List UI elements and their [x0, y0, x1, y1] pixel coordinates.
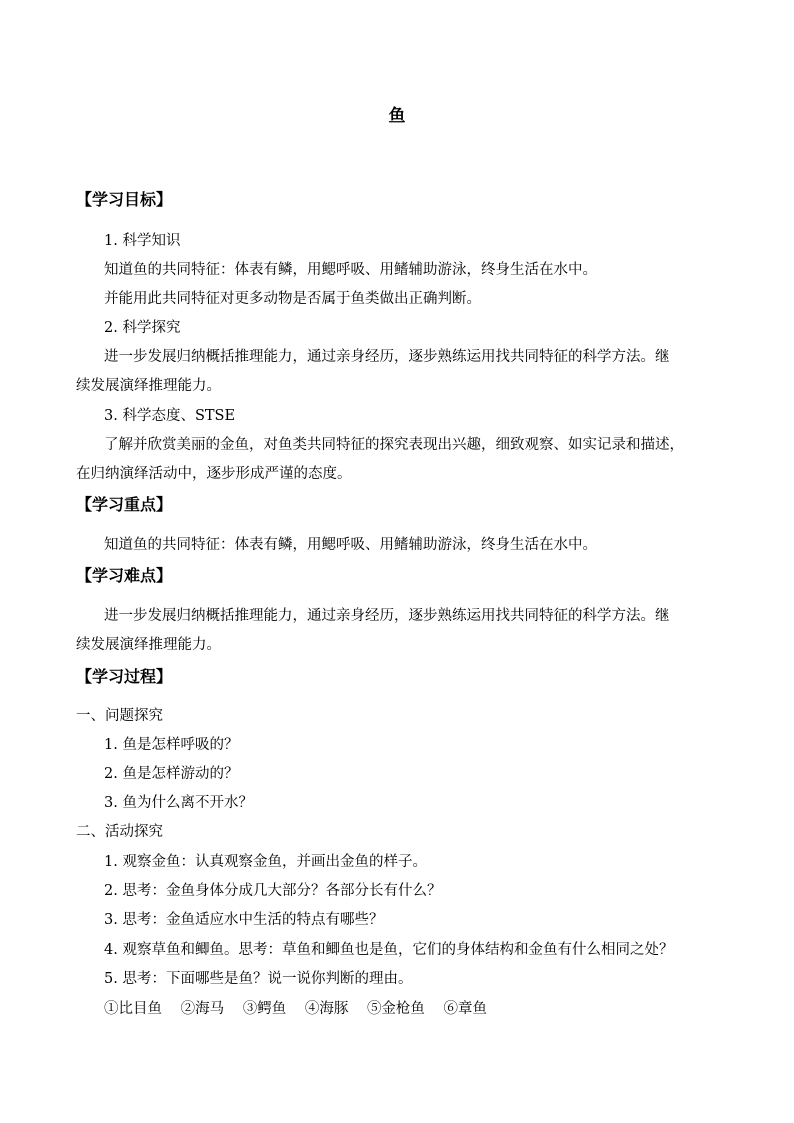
section-1-item: 2. 鱼是怎样游动的？ — [104, 766, 239, 782]
goal-2-text-line-2: 续发展演绎推理能力。 — [76, 378, 221, 394]
section-2-item: 4. 观察草鱼和鲫鱼。思考：草鱼和鲫鱼也是鱼，它们的身体结构和金鱼有什么相同之处？ — [104, 942, 674, 958]
difficulties-text-line-1: 进一步发展归纳概括推理能力，通过亲身经历，逐步熟练运用找共同特征的科学方法。继 — [104, 608, 670, 624]
goal-2-title: 2. 科学探究 — [104, 320, 181, 336]
goal-3-text-line-1: 了解并欣赏美丽的金鱼，对鱼类共同特征的探究表现出兴趣，细致观察、如实记录和描述， — [104, 437, 684, 453]
section-1-title: 一、问题探究 — [76, 708, 163, 724]
goal-2-text-line-1: 进一步发展归纳概括推理能力，通过亲身经历，逐步熟练运用找共同特征的科学方法。继 — [104, 349, 670, 365]
section-2-item: 3. 思考：金鱼适应水中生活的特点有哪些？ — [104, 912, 384, 928]
choice-item: ④海豚 — [304, 1001, 349, 1017]
choice-item: ⑥章鱼 — [443, 1001, 488, 1017]
section-1-item: 3. 鱼为什么离不开水？ — [104, 795, 253, 811]
goal-1-text-line-1: 知道鱼的共同特征：体表有鳞，用鳃呼吸、用鳍辅助游泳，终身生活在水中。 — [104, 262, 597, 278]
difficulties-text-line-2: 续发展演绎推理能力。 — [76, 637, 221, 653]
section-2-item: 2. 思考：金鱼身体分成几大部分？各部分长有什么？ — [104, 883, 442, 899]
goal-1-text-line-2: 并能用此共同特征对更多动物是否属于鱼类做出正确判断。 — [104, 291, 481, 307]
choice-item: ③鳄鱼 — [242, 1001, 287, 1017]
process-heading: 【学习过程】 — [76, 667, 173, 686]
choice-item: ②海马 — [180, 1001, 225, 1017]
goal-3-title: 3. 科学态度、STSE — [104, 408, 236, 424]
document-title: 鱼 — [388, 106, 406, 126]
choice-item: ⑤金枪鱼 — [366, 1001, 425, 1017]
section-2-title: 二、活动探究 — [76, 824, 163, 840]
goals-heading: 【学习目标】 — [76, 190, 173, 209]
key-points-text: 知道鱼的共同特征：体表有鳞，用鳃呼吸、用鳍辅助游泳，终身生活在水中。 — [104, 537, 597, 553]
goal-3-text-line-2: 在归纳演绎活动中，逐步形成严谨的态度。 — [76, 466, 352, 482]
section-2-item: 1. 观察金鱼：认真观察金鱼，并画出金鱼的样子。 — [104, 854, 427, 870]
section-1-item: 1. 鱼是怎样呼吸的？ — [104, 737, 239, 753]
choices-row — [104, 999, 501, 1019]
key-points-heading: 【学习重点】 — [76, 495, 173, 514]
difficulties-heading: 【学习难点】 — [76, 566, 173, 585]
section-2-item: 5. 思考：下面哪些是鱼？说一说你判断的理由。 — [104, 971, 413, 987]
goal-1-title: 1. 科学知识 — [104, 233, 181, 249]
choice-item: ①比目鱼 — [104, 1001, 162, 1017]
